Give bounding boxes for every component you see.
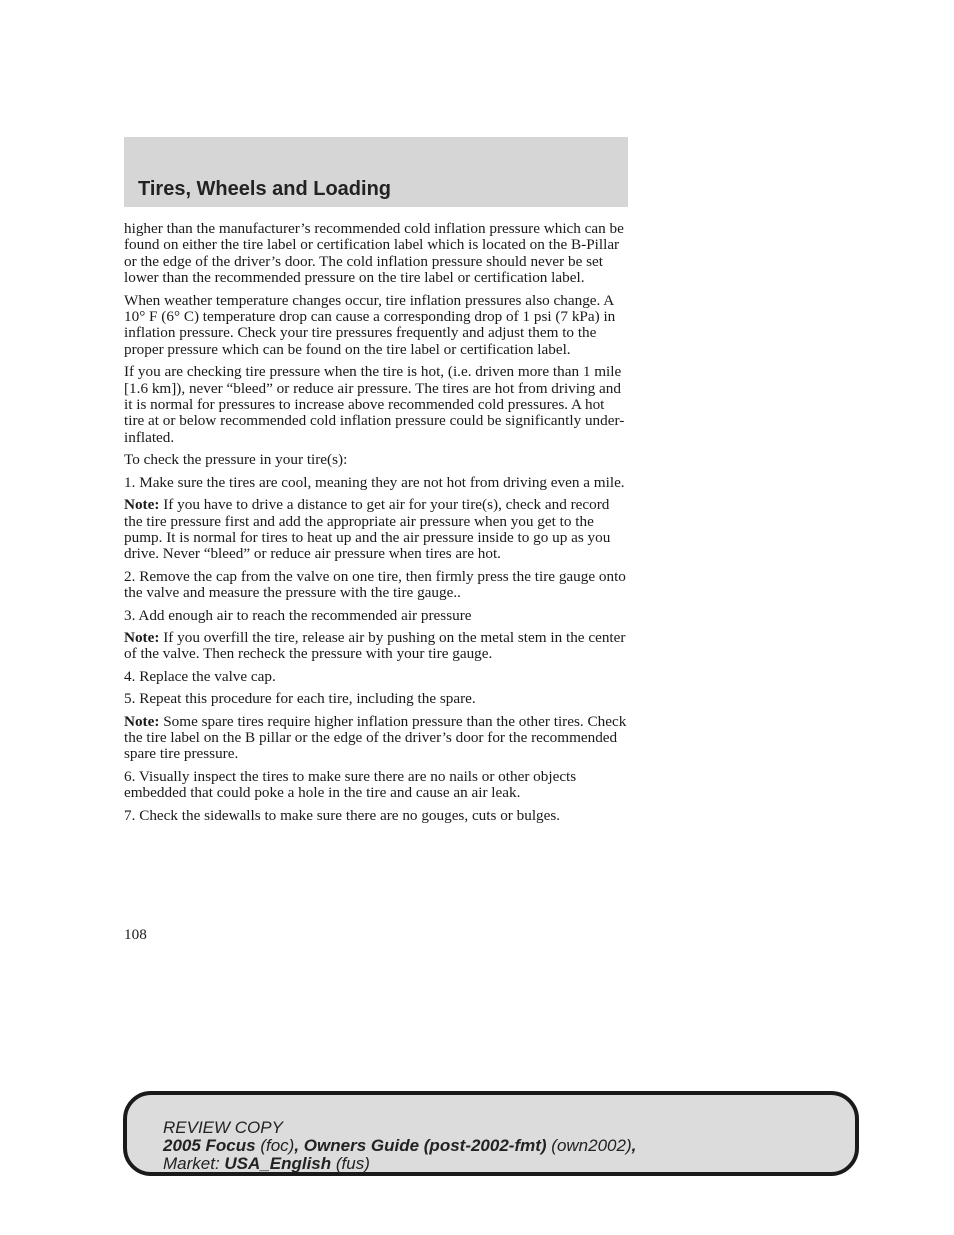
model-code: (foc) xyxy=(255,1136,295,1155)
footer-model-line xyxy=(163,1137,636,1155)
paragraph: higher than the manufacturer’s recommended cold inflation pressure which can be found on either the tire label or certification label which is located on the B-Pillar or the edge of the driver’s door. The cold inflation pressure should never be set lower than the recommended pressure on the tire label or certification label. xyxy=(124,220,624,287)
note-label: Note: xyxy=(124,496,160,514)
review-copy-label: REVIEW COPY xyxy=(163,1118,283,1137)
note-text: If you overfill the tire, release air by pushing on the metal stem in the center of the valve. Then recheck the pressure with your tire gauge. xyxy=(124,628,626,663)
note-text: If you have to drive a distance to get air for your tire(s), check and record the tire pressure first and add the appropriate air pressure when you get to the pump. It is normal for tires to heat up and the air pressure inside to go up as you drive. Never “bleed” or reduce air pressure when tires are hot. xyxy=(124,496,611,563)
guide-code: (own2002) xyxy=(546,1136,632,1155)
note-label: Note: xyxy=(124,712,160,730)
separator: , xyxy=(294,1136,304,1155)
footer-text xyxy=(163,1119,636,1173)
market-code: (fus) xyxy=(331,1154,370,1173)
separator: , xyxy=(631,1136,637,1155)
step-3: 3. Add enough air to reach the recommended air pressure xyxy=(124,606,472,624)
note-label: Note: xyxy=(124,628,160,646)
step-7: 7. Check the sidewalls to make sure there are no gouges, cuts or bulges. xyxy=(124,806,561,824)
step-6: 6. Visually inspect the tires to make sure there are no nails or other objects embedded that could poke a hole in the tire and cause an air leak. xyxy=(124,767,577,802)
step-5: 5. Repeat this procedure for each tire, including the spare. xyxy=(124,690,476,708)
step-1: 1. Make sure the tires are cool, meaning they are not hot from driving even a mile. xyxy=(124,473,625,491)
market-label: Market: xyxy=(163,1154,225,1173)
footer-market-line xyxy=(163,1155,636,1173)
guide-name: Owners Guide (post-2002-fmt) xyxy=(303,1136,547,1155)
body-text xyxy=(124,221,628,830)
step-4: 4. Replace the valve cap. xyxy=(124,667,276,685)
market-name: USA_English xyxy=(224,1154,332,1173)
note-2 xyxy=(124,630,628,663)
page-number: 108 xyxy=(124,926,147,943)
model-name: 2005 Focus xyxy=(163,1136,256,1155)
step-2: 2. Remove the cap from the valve on one tire, then firmly press the tire gauge onto the valve and measure the pressure with the tire gauge.. xyxy=(124,567,626,602)
note-3 xyxy=(124,714,628,763)
paragraph: To check the pressure in your tire(s): xyxy=(124,451,348,469)
note-text: Some spare tires require higher inflation pressure than the other tires. Check the tire label on the B pillar or the edge of the driver’s door for the recommended spare tire pressure. xyxy=(124,712,627,763)
paragraph: If you are checking tire pressure when the tire is hot, (i.e. driven more than 1 mile [1.6 km]), never “bleed” or reduce air pressure. The tires are hot from driving and it is normal for pressures to increase above recommended cold pressures. A hot tire at or below recommended cold inflation pressure could be significantly under-inflated. xyxy=(124,363,625,446)
section-header xyxy=(124,137,628,207)
review-copy-footer xyxy=(123,1091,859,1176)
paragraph: When weather temperature changes occur, tire inflation pressures also change. A 10° F (6° C) temperature drop can cause a corresponding drop of 1 psi (7 kPa) in inflation pressure. Check your tire pressures frequently and adjust them to the proper pressure which can be found on the tire label or certification label. xyxy=(124,291,616,358)
note-1 xyxy=(124,497,628,563)
section-title: Tires, Wheels and Loading xyxy=(138,178,392,200)
